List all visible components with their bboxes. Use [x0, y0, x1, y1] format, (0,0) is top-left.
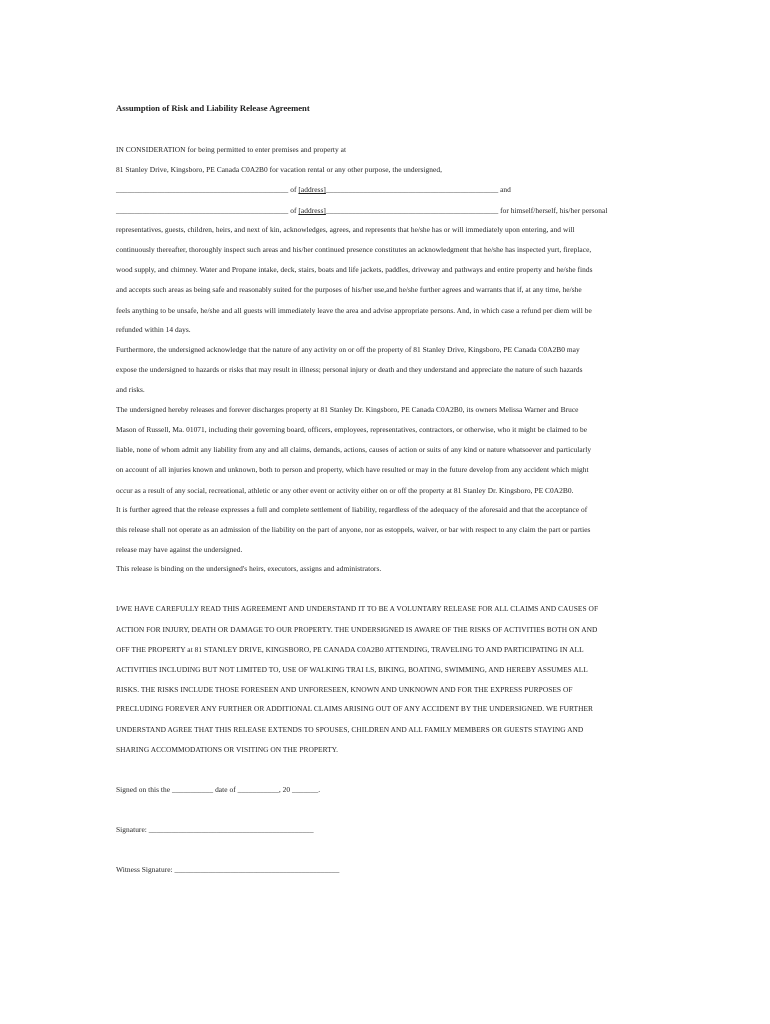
caps-line: PRECLUDING FOREVER ANY FURTHER OR ADDITIONAL CLAIMS ARISING OUT OF ANY ACCIDENT BY THE UNDERSIGNED. WE FURTHER	[116, 704, 594, 713]
of-text: of	[288, 185, 299, 194]
address-label: [address]	[298, 206, 326, 215]
signature-line[interactable]: Signature: ____________________________________________	[116, 825, 314, 834]
body-line: This release is binding on the undersigned's heirs, executors, assigns and administrators.	[116, 564, 382, 573]
caps-line: I/WE HAVE CAREFULLY READ THIS AGREEMENT AND UNDERSTAND IT TO BE A VOLUNTARY RELEASE FOR ALL CLAIMS AND CAUSES OF	[116, 604, 599, 613]
party-line-1	[116, 185, 511, 194]
caps-line: UNDERSTAND AGREE THAT THIS RELEASE EXTENDS TO SPOUSES, CHILDREN AND ALL FAMILY MEMBERS OR GUESTS STAYING AND	[116, 725, 584, 734]
body-line: on account of all injuries known and unknown, both to person and property, which have resulted or may in the future develop from any accident which might	[116, 465, 589, 474]
body-line: continuously thereafter, thoroughly inspect such areas and his/her continued presence constitutes an acknowledgment that he/she has inspected yurt, fireplace,	[116, 245, 592, 254]
address-label: [address]	[298, 185, 326, 194]
body-line: Mason of Russell, Ma. 01071, including their governing board, officers, employees, representatives, contractors, or otherwise, who it might be claimed to be	[116, 425, 588, 434]
body-line: feels anything to be unsafe, he/she and all guests will immediately leave the area and advise appropriate persons. And, in which case a refund per diem will be	[116, 306, 592, 315]
party-line-2	[116, 206, 607, 215]
body-line: The undersigned hereby releases and forever discharges property at 81 Stanley Dr. Kingsboro, PE Canada C0A2B0, its owners Melissa Warner and Bruce	[116, 405, 579, 414]
name-blank[interactable]: ______________________________________________	[116, 206, 289, 215]
caps-line: ACTIVITIES INCLUDING BUT NOT LIMITED TO, USE OF WALKING TRAI LS, BIKING, BOATING, SWIMMING, AND HEREBY ASSUMES ALL	[116, 665, 588, 674]
caps-line: SHARING ACCOMMODATIONS OR VISITING ON THE PROPERTY.	[116, 745, 338, 754]
caps-line: OFF THE PROPERTY at 81 STANLEY DRIVE, KINGSBORO, PE CANADA C0A2B0 ATTENDING, TRAVELING TO AND PARTICIPATING IN ALL	[116, 645, 584, 654]
body-line: and accepts such areas as being safe and reasonably suited for the purposes of his/her use,and he/she further agrees and warrants that if, at any time, he/she	[116, 285, 582, 294]
body-line: representatives, guests, children, heirs, and next of kin, acknowledges, agrees, and represents that he/she has or will immediately upon entering, and will	[116, 225, 575, 234]
body-line: and risks.	[116, 385, 145, 394]
address-blank[interactable]: ______________________________________________	[325, 206, 499, 215]
body-line: refunded within 14 days.	[116, 325, 191, 334]
of-text: of	[288, 206, 299, 215]
consideration-line-1: IN CONSIDERATION for being permitted to enter premises and property at	[116, 145, 347, 154]
name-blank[interactable]: ______________________________________________	[116, 185, 289, 194]
address-blank[interactable]: ______________________________________________	[325, 185, 499, 194]
consideration-line-2: 81 Stanley Drive, Kingsboro, PE Canada C0A2B0 for vacation rental or any other purpose, the undersigned,	[116, 165, 443, 174]
document-title: Assumption of Risk and Liability Release Agreement	[116, 103, 310, 113]
caps-line: RISKS. THE RISKS INCLUDE THOSE FORESEEN AND UNFORESEEN, KNOWN AND UNKNOWN AND FOR THE EXPRESS PURPOSES OF	[116, 685, 573, 694]
signed-date-line[interactable]: Signed on this the ___________ date of ___________, 20 _______.	[116, 785, 321, 794]
body-line: this release shall not operate as an admission of the liability on the part of anyone, nor as estoppels, waiver, or bar with respect to any claim the part or parties	[116, 525, 591, 534]
party-tail-text: for himself/herself, his/her personal	[498, 206, 608, 215]
body-line: expose the undersigned to hazards or risks that may result in illness; personal injury or death and they understand and appreciate the nature of such hazards	[116, 365, 583, 374]
caps-line: ACTION FOR INJURY, DEATH OR DAMAGE TO OUR PROPERTY. THE UNDERSIGNED IS AWARE OF THE RISKS OF ACTIVITIES BOTH ON AND	[116, 625, 598, 634]
body-line: release may have against the undersigned.	[116, 545, 243, 554]
and-text: and	[498, 185, 511, 194]
body-line: wood supply, and chimney. Water and Propane intake, deck, stairs, boats and life jackets, paddles, driveway and pathways and entire property and he/she finds	[116, 265, 593, 274]
body-line: Furthermore, the undersigned acknowledge that the nature of any activity on or off the property of 81 Stanley Drive, Kingsboro, PE Canada C0A2B0 may	[116, 345, 580, 354]
body-line: liable, none of whom admit any liability from any and all claims, demands, actions, causes of action or suits of any kind or nature whatsoever and particularly	[116, 445, 592, 454]
witness-signature-line[interactable]: Witness Signature: ____________________________________________	[116, 865, 340, 874]
body-line: occur as a result of any social, recreational, athletic or any other event or activity either on or off the property at 81 Stanley Dr. Kingsboro, PE C0A2B0.	[116, 486, 574, 495]
body-line: It is further agreed that the release expresses a full and complete settlement of liability, regardless of the adequacy of the aforesaid and that the acceptance of	[116, 505, 588, 514]
